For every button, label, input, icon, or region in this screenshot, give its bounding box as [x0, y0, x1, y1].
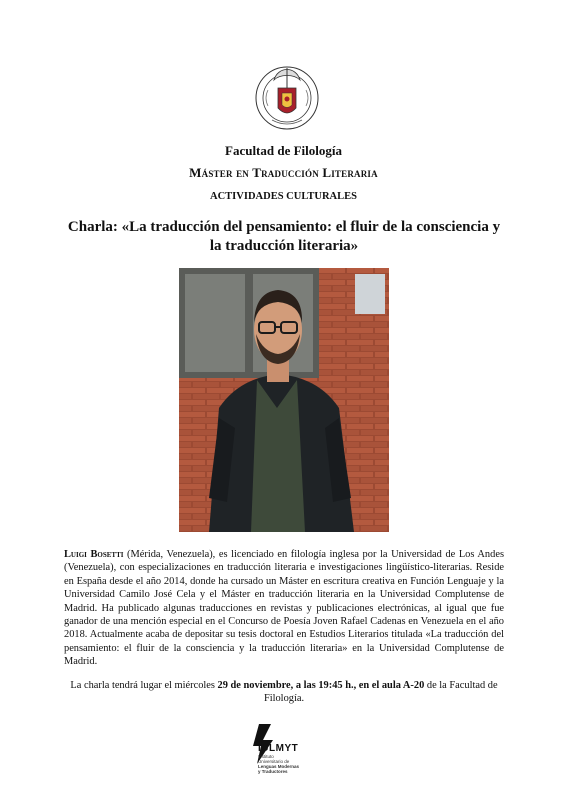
event-date-time-place: 29 de noviembre, a las 19:45 h., en el aula A-20 [217, 680, 425, 691]
university-seal-icon [254, 58, 320, 138]
event-suffix: de la Facultad de Filología. [263, 680, 498, 705]
speaker-photo [179, 268, 389, 532]
event-prefix: La charla tendrá lugar el miércoles [70, 680, 218, 691]
event-details [64, 679, 504, 706]
section-heading: ACTIVIDADES CULTURALES [210, 191, 357, 202]
logo-line-3: Lenguas Modernas [258, 764, 300, 769]
logo-brand: IULMYT [258, 743, 299, 754]
iulmyt-logo-text [258, 743, 299, 774]
speaker-bio [64, 548, 504, 669]
faculty-name: Facultad de Filología [225, 143, 342, 158]
talk-title: Charla: «La traducción del pensamiento: el fluir de la consciencia y la traducción literaria» [67, 219, 501, 254]
logo-line-1: Instituto [258, 754, 274, 759]
master-program-title: Máster en Traducción Literaria [189, 165, 378, 180]
logo-line-4: y Traductores [258, 769, 288, 774]
speaker-bio-text: (Mérida, Venezuela), es licenciado en filología inglesa por la Universidad de Los Andes (Venezuela), con especializaciones en traducción literaria e investigaciones lingüístico-literarias. Reside en España desde el año 2014, donde ha cursado un Máster en escritura creativa en Función Lenguaje y la Universidad Camilo José Cela y el Máster en traducción literaria en la Universidad Complutense de Madrid. Ha publicado algunas traducciones en revistas y publicaciones electrónicas, al igual que fue ganador de una mención especial en el Concurso de Poesía Joven Rafael Cadenas en Venezuela en el año 2018. Actualmente acaba de depositar su tesis doctoral en Estudios Literarios titulada «La traducción del pensamiento: el fluir de la consciencia y la traducción literaria» en la Universidad Complutense de Madrid. [64, 549, 504, 668]
speaker-name: Luigi Bosetti [64, 549, 124, 560]
logo-line-2: Universitario de [258, 759, 290, 764]
